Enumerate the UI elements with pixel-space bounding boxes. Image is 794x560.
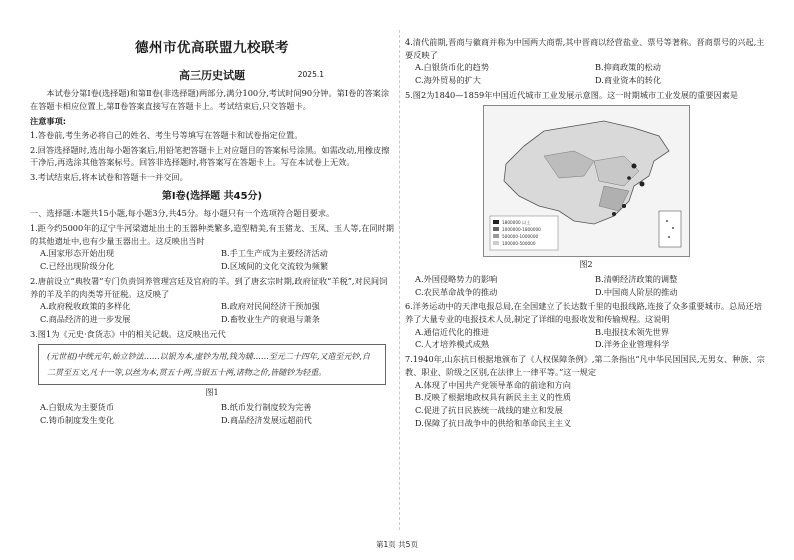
question-stem: 7.1940年,山东抗日根据地颁布了《人权保障条例》,第二条指出“凡中华民国国民,无男女、种族、宗教、职业、阶级之区别,在法律上一律平等。”这一规定 [405, 354, 765, 377]
question-4 [405, 36, 767, 87]
question-options [405, 379, 767, 430]
question-stem: 3.图1为《元史·食货志》中的相关记载。这反映出元代 [30, 328, 226, 339]
option-d: D.商品经济发展远超前代 [221, 414, 312, 425]
option-a: A.通信近代化的推进 [415, 326, 490, 337]
option-d: D.畜牧业生产的衰退与萧条 [221, 313, 320, 324]
note-item: 1.答卷前,考生务必将自己的姓名、考生号等填写在答题卡和试卷指定位置。 [30, 130, 303, 141]
question-stem: 4.清代前期,晋商与徽商并称为中国两大商帮,其中晋商以经营盐业、票号等著称。晋商票号的兴起,主要反映了 [405, 37, 765, 60]
legend-entry: 500000-1000000 [501, 233, 538, 239]
option-b: B.抑商政策的松动 [595, 62, 661, 73]
question-stem: 6.洋务运动中的天津电报总局,在全国建立了长达数千里的电报线路,连接了众多重要城市。总局还培养了大量专业的电报技术人员,制定了详细的电报收发和传输规程。这说明 [405, 301, 762, 325]
option-c: C.铸币制度发生变化 [40, 414, 115, 425]
option-b: B.电报技术领先世界 [595, 326, 670, 337]
right-column [405, 34, 767, 429]
china-map-illustration [484, 106, 689, 256]
section-note: 一、选择题:本题共15小题,每小题3分,共45分。每小题只有一个选项符合题目要求。 [30, 208, 335, 219]
option-a: A.体现了中国共产党领导革命的前途和方向 [415, 379, 571, 390]
option-c: C.农民革命战争的推动 [415, 286, 498, 297]
city-marker [622, 204, 626, 208]
left-column [30, 34, 394, 427]
option-a: A.外国侵略势力的影响 [415, 273, 498, 284]
option-b: B.政府对民间经济干预加强 [221, 301, 320, 312]
option-c: C.人才培养模式成熟 [415, 339, 490, 350]
option-c: C.促进了抗日民族统一战线的建立和发展 [415, 404, 563, 415]
historical-quote-box: (元世祖)中统元年,始立钞法……以银为本,虚钞为用,钱为辅……至元二十四年,又造至元钞,自二贯至五文,凡十一等,以丝为本,贯五十两,当银五十两,诸物之价,皆随钞为轻重。 [38, 344, 386, 384]
figure-label: 图1 [205, 387, 219, 397]
question-7 [405, 353, 767, 429]
question-options [405, 326, 767, 351]
city-marker [612, 212, 616, 216]
question-options [30, 247, 394, 272]
legend-entry: 1800000 以上 [501, 219, 530, 225]
option-a: A.国家形态开始出现 [40, 248, 115, 259]
south-sea-inset [659, 211, 681, 247]
intro-paragraph: 本试卷分第Ⅰ卷(选择题)和第Ⅱ卷(非选择题)两部分,满分100分,考试时间90分钟。第Ⅰ卷的答案涂在答题卡相应位置上,第Ⅱ卷答案直接写在答题卡上。考试结束后,只交答题卡。 [30, 87, 390, 111]
question-options [30, 300, 394, 325]
option-a: A.政府税收政策的多样化 [40, 301, 131, 312]
option-d: D.商业资本的转化 [595, 75, 662, 86]
page-footer: 第1页 共5页 [376, 540, 418, 549]
notes-label: 注意事项: [30, 116, 67, 127]
option-d: D.保障了抗日战争中的供给和革命民主主义 [415, 417, 572, 428]
question-6 [405, 300, 767, 351]
option-b: B.纸币发行制度较为完善 [221, 402, 312, 413]
figure-label: 图2 [579, 259, 593, 269]
option-d: D.区域间的文化交流较为频繁 [221, 261, 329, 272]
china-map-figure [483, 105, 690, 257]
exam-date: 2025.1 [297, 69, 324, 79]
exam-title: 德州市优高联盟九校联考 [135, 40, 289, 56]
option-b: B.清朝经济政策的调整 [595, 273, 678, 284]
city-marker [631, 163, 636, 168]
question-1 [30, 222, 394, 273]
exam-subtitle: 高三历史试题 [179, 68, 245, 82]
question-stem: 2.唐前设立“典牧署”专门负责饲养管理宫廷及官府的羊。到了唐玄宗时期,政府征收“羊税”,对民间饲养的羊及羊的肉类等开征税。这反映了 [30, 275, 388, 299]
question-options [30, 401, 394, 426]
note-item: 2.回答选择题时,选出每小题答案后,用铅笔把答题卡上对应题目的答案标号涂黑。如需改动,用橡皮擦干净后,再选涂其他答案标号。回答非选择题时,将答案写在答题卡上。写在本试卷上无效。 [30, 144, 390, 168]
option-c: C.商品经济的进一步发展 [40, 313, 131, 324]
question-options [405, 61, 767, 86]
city-marker [639, 181, 644, 186]
question-3 [30, 328, 394, 427]
option-c: C.海外贸易的扩大 [415, 75, 481, 86]
option-b: B.反映了根据地政权具有新民主主义的性质 [415, 392, 571, 403]
city-marker [627, 176, 631, 180]
option-a: A.白银货币化的趋势 [415, 62, 490, 73]
option-d: D.洋务企业管理科学 [595, 339, 670, 350]
option-d: D.中国商人阶层的推动 [595, 286, 678, 297]
option-a: A.白银成为主要货币 [40, 402, 115, 413]
option-c: C.已经出现阶级分化 [40, 261, 115, 272]
question-stem: 5.图2为1840—1859年中国近代城市工业发展示意图。这一时期城市工业发展的重要因素是 [405, 89, 739, 100]
question-5 [405, 89, 767, 299]
note-item: 3.考试结束后,将本试卷和答题卡一并交回。 [30, 172, 188, 183]
question-options [405, 273, 767, 298]
column-divider [399, 30, 400, 530]
legend-entry: 100000-500000 [501, 240, 535, 246]
question-2 [30, 275, 394, 326]
section-title: 第Ⅰ卷(选择题 共45分) [161, 190, 263, 202]
subtitle-row [30, 67, 394, 83]
option-b: B.手工生产成为主要经济活动 [221, 248, 328, 259]
question-stem: 1.距今约5000年的辽宁牛河梁遗址出土的玉器种类繁多,造型精美,有玉猪龙、玉凤、玉人等,在同时期的其他遗址中,也有少量玉器出土。这反映出当时 [30, 223, 394, 246]
legend-entry: 1000000-1800000 [501, 226, 541, 232]
